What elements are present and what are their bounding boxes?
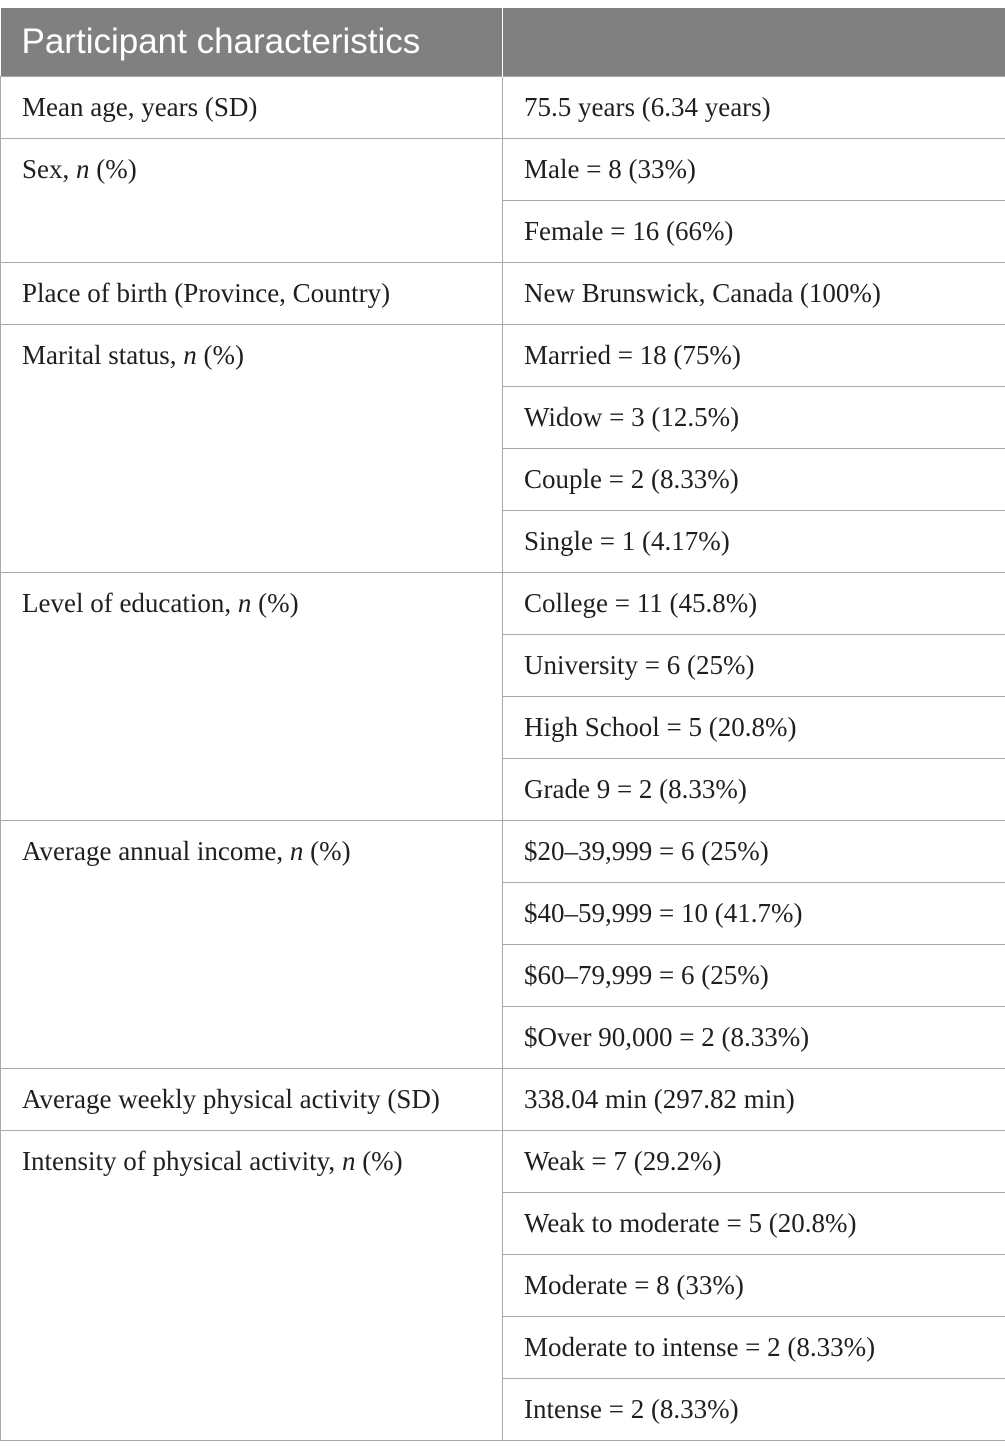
participant-characteristics-table-wrapper	[0, 8, 1005, 1441]
characteristic-value-cell: Grade 9 = 2 (8.33%)	[503, 759, 1005, 821]
table-row	[1, 325, 1005, 387]
characteristic-value-cell: 75.5 years (6.34 years)	[503, 77, 1005, 139]
characteristic-label-n: n	[341, 1146, 356, 1176]
table-header	[1, 8, 1005, 77]
characteristic-value-cell: High School = 5 (20.8%)	[503, 697, 1005, 759]
characteristic-label-cell	[1, 77, 503, 139]
characteristic-label: Average annual income,	[22, 836, 290, 866]
characteristic-label-n: n	[183, 340, 197, 370]
characteristic-label-cell	[1, 1069, 503, 1131]
characteristic-label-cell	[1, 821, 503, 1069]
characteristic-label-cell	[1, 139, 503, 263]
characteristic-value-cell: Widow = 3 (12.5%)	[503, 387, 1005, 449]
table-row	[1, 1131, 1005, 1193]
characteristic-label: Mean age, years (SD)	[22, 92, 258, 122]
characteristic-value-cell: Weak to moderate = 5 (20.8%)	[503, 1193, 1005, 1255]
participant-characteristics-table	[0, 8, 1005, 1441]
header-values	[503, 8, 1005, 77]
characteristic-value-cell: Male = 8 (33%)	[503, 139, 1005, 201]
characteristic-label-cell	[1, 325, 503, 573]
characteristic-value-cell: $20–39,999 = 6 (25%)	[503, 821, 1005, 883]
characteristic-label: Average weekly physical activity (SD)	[22, 1084, 440, 1114]
table-row	[1, 263, 1005, 325]
characteristic-label-n: n	[237, 588, 252, 618]
characteristic-label-suffix: (%)	[355, 1146, 403, 1176]
characteristic-value-cell: University = 6 (25%)	[503, 635, 1005, 697]
characteristic-label: Marital status,	[22, 340, 184, 370]
characteristic-value-cell: Moderate = 8 (33%)	[503, 1255, 1005, 1317]
characteristic-label-n: n	[289, 836, 304, 866]
header-row	[1, 8, 1005, 77]
characteristic-value-cell: Weak = 7 (29.2%)	[503, 1131, 1005, 1193]
characteristic-label-suffix: (%)	[303, 836, 351, 866]
characteristic-value-cell: Moderate to intense = 2 (8.33%)	[503, 1317, 1005, 1379]
table-row	[1, 1069, 1005, 1131]
table-body	[1, 77, 1005, 1441]
characteristic-value-cell: New Brunswick, Canada (100%)	[503, 263, 1005, 325]
characteristic-label-cell	[1, 263, 503, 325]
characteristic-value-cell: Single = 1 (4.17%)	[503, 511, 1005, 573]
characteristic-label-suffix: (%)	[196, 340, 244, 370]
table-row	[1, 821, 1005, 883]
characteristic-value-cell: $40–59,999 = 10 (41.7%)	[503, 883, 1005, 945]
characteristic-value-cell: Married = 18 (75%)	[503, 325, 1005, 387]
header-characteristics: Participant characteristics	[1, 8, 503, 77]
table-row	[1, 573, 1005, 635]
characteristic-label-cell	[1, 1131, 503, 1441]
table-row	[1, 77, 1005, 139]
characteristic-label-suffix: (%)	[251, 588, 299, 618]
characteristic-label: Sex,	[22, 154, 76, 184]
characteristic-label: Level of education,	[22, 588, 238, 618]
characteristic-value-cell: 338.04 min (297.82 min)	[503, 1069, 1005, 1131]
characteristic-label-cell	[1, 573, 503, 821]
characteristic-label: Intensity of physical activity,	[22, 1146, 342, 1176]
characteristic-value-cell: $60–79,999 = 6 (25%)	[503, 945, 1005, 1007]
characteristic-value-cell: $Over 90,000 = 2 (8.33%)	[503, 1007, 1005, 1069]
characteristic-value-cell: Couple = 2 (8.33%)	[503, 449, 1005, 511]
characteristic-value-cell: Intense = 2 (8.33%)	[503, 1379, 1005, 1441]
characteristic-value-cell: College = 11 (45.8%)	[503, 573, 1005, 635]
characteristic-value-cell: Female = 16 (66%)	[503, 201, 1005, 263]
characteristic-label: Place of birth (Province, Country)	[22, 278, 391, 308]
table-row	[1, 139, 1005, 201]
characteristic-label-n: n	[76, 154, 90, 184]
characteristic-label-suffix: (%)	[89, 154, 137, 184]
